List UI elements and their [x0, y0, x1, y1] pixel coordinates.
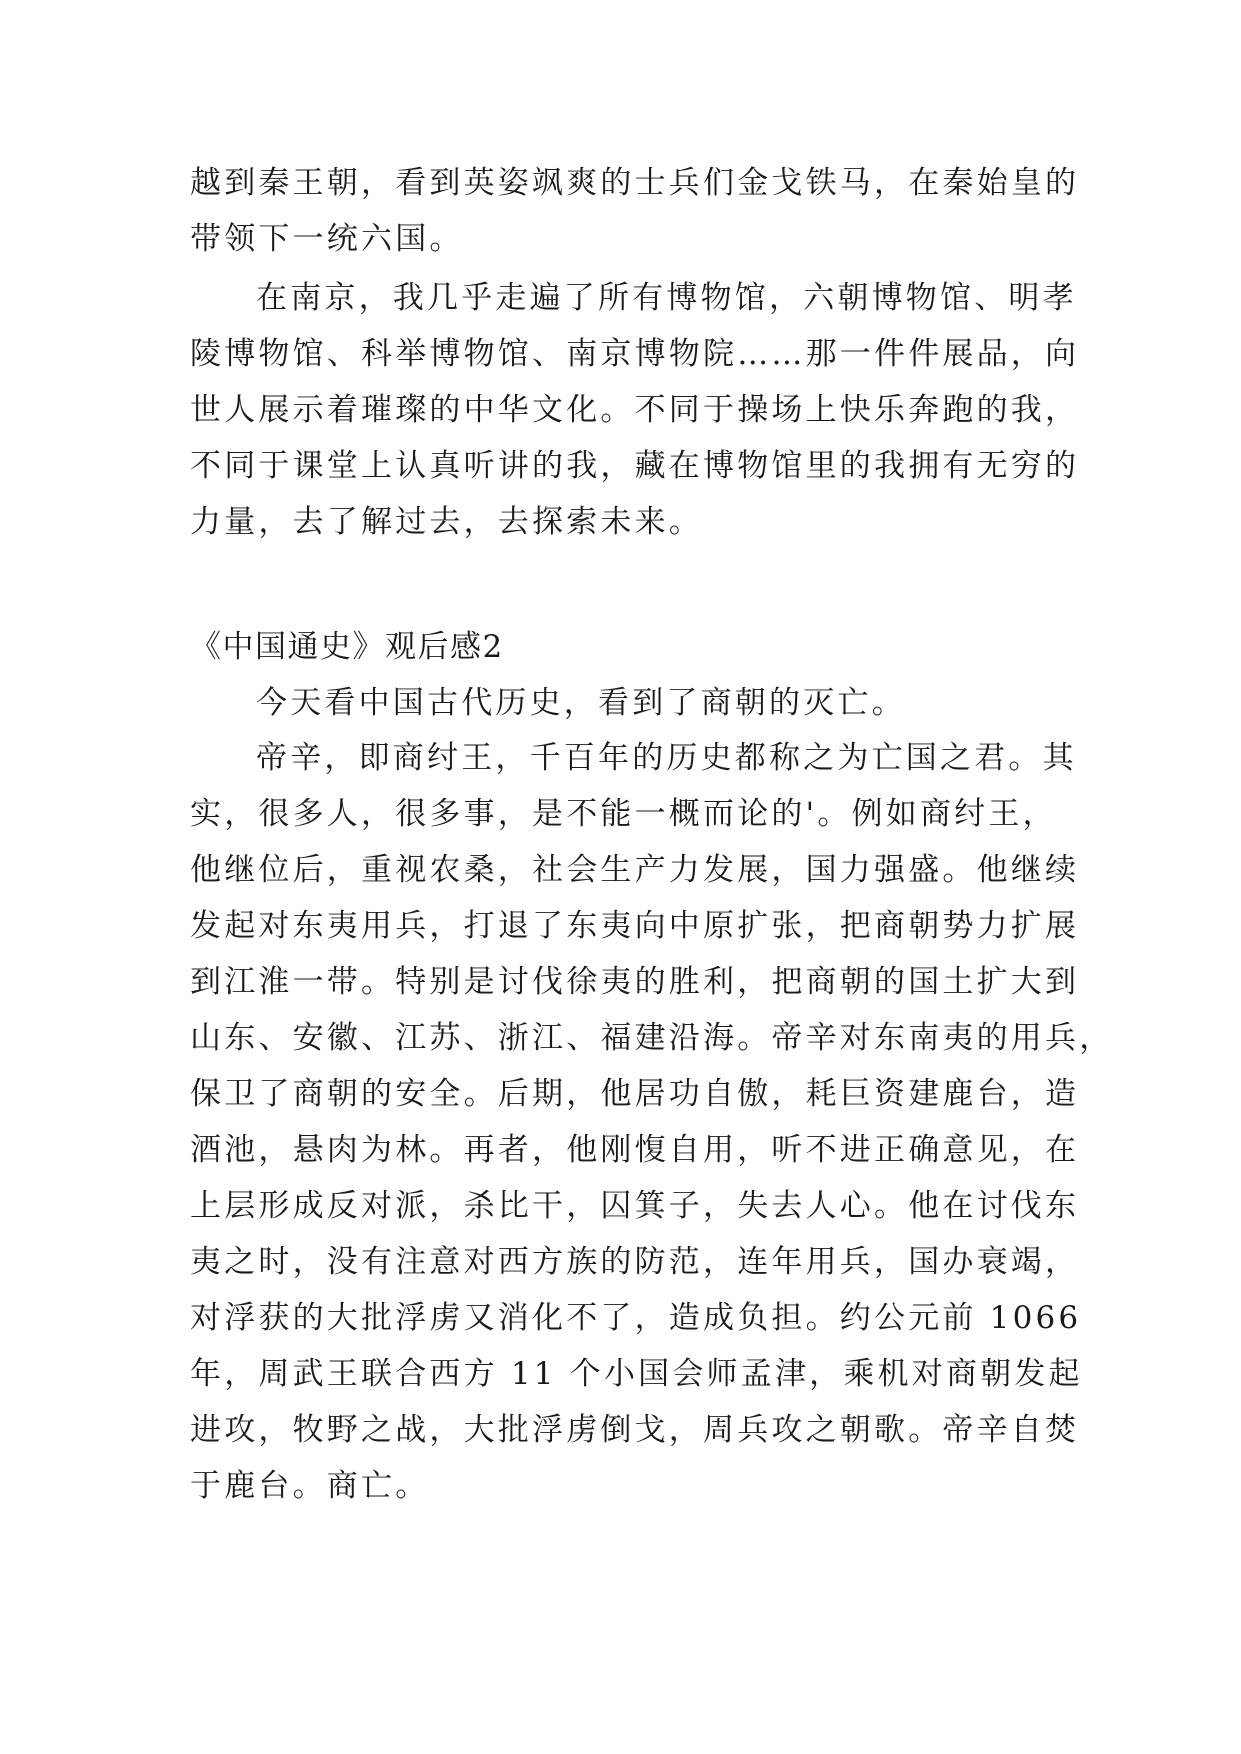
text-line: 夷之时，没有注意对西方族的防范，连年用兵，国办衰竭，: [190, 1244, 1080, 1280]
text-line: 越到秦王朝，看到英姿飒爽的士兵们金戈铁马，在秦始皇的: [190, 165, 1080, 201]
intro-paragraph: [190, 675, 1050, 731]
text-line: 陵博物馆、科举博物馆、南京博物院……那一件件展品，向: [190, 336, 1080, 372]
section-title: 《中国通史》观后感2: [190, 629, 504, 665]
text-line: 发起对东夷用兵，打退了东夷向中原扩张，把商朝势力扩展: [190, 908, 1080, 944]
text-line: 保卫了商朝的安全。后期，他居功自傲，耗巨资建鹿台，造: [190, 1076, 1080, 1112]
museums-paragraph: [190, 270, 1080, 550]
text-line: 对浮获的大批浮虏又消化不了，造成负担。约公元前 1066: [190, 1300, 1082, 1336]
text-line: 不同于课堂上认真听讲的我，藏在博物馆里的我拥有无穷的: [190, 448, 1080, 484]
text-line: 力量，去了解过去，去探索未来。: [190, 504, 703, 540]
text-line: 酒池，悬肉为林。再者，他刚愎自用，听不进正确意见，在: [190, 1132, 1080, 1168]
text-line: 他继位后，重视农桑，社会生产力发展，国力强盛。他继续: [190, 852, 1080, 888]
text-line: 在南京，我几乎走遍了所有博物馆，六朝博物馆、明孝: [256, 280, 1077, 316]
text-line: 实，很多人，很多事，是不能一概而论的'。例如商纣王，: [190, 796, 1057, 832]
text-line: 于鹿台。商亡。: [190, 1468, 430, 1504]
text-line: 帝辛，即商纣王，千百年的历史都称之为亡国之君。其: [256, 740, 1077, 776]
text-line: 世人展示着璀璨的中华文化。不同于操场上快乐奔跑的我，: [190, 392, 1080, 428]
text-line: 今天看中国古代历史，看到了商朝的灭亡。: [256, 685, 906, 721]
text-line: 带领下一统六国。: [190, 221, 464, 257]
text-line: 上层形成反对派，杀比干，囚箕子，失去人心。他在讨伐东: [190, 1188, 1080, 1224]
text-line: 山东、安徽、江苏、浙江、福建沿海。帝辛对东南夷的用兵，: [190, 1020, 1114, 1056]
section-heading: [190, 619, 1050, 675]
text-line: 进攻，牧野之战，大批浮虏倒戈，周兵攻之朝歌。帝辛自焚: [190, 1412, 1080, 1448]
text-line: 年，周武王联合西方 11 个小国会师孟津，乘机对商朝发起: [190, 1356, 1083, 1392]
text-line: 到江淮一带。特别是讨伐徐夷的胜利，把商朝的国土扩大到: [190, 964, 1080, 1000]
continuation-paragraph: [190, 155, 1080, 267]
dixin-paragraph: [190, 730, 1114, 1514]
